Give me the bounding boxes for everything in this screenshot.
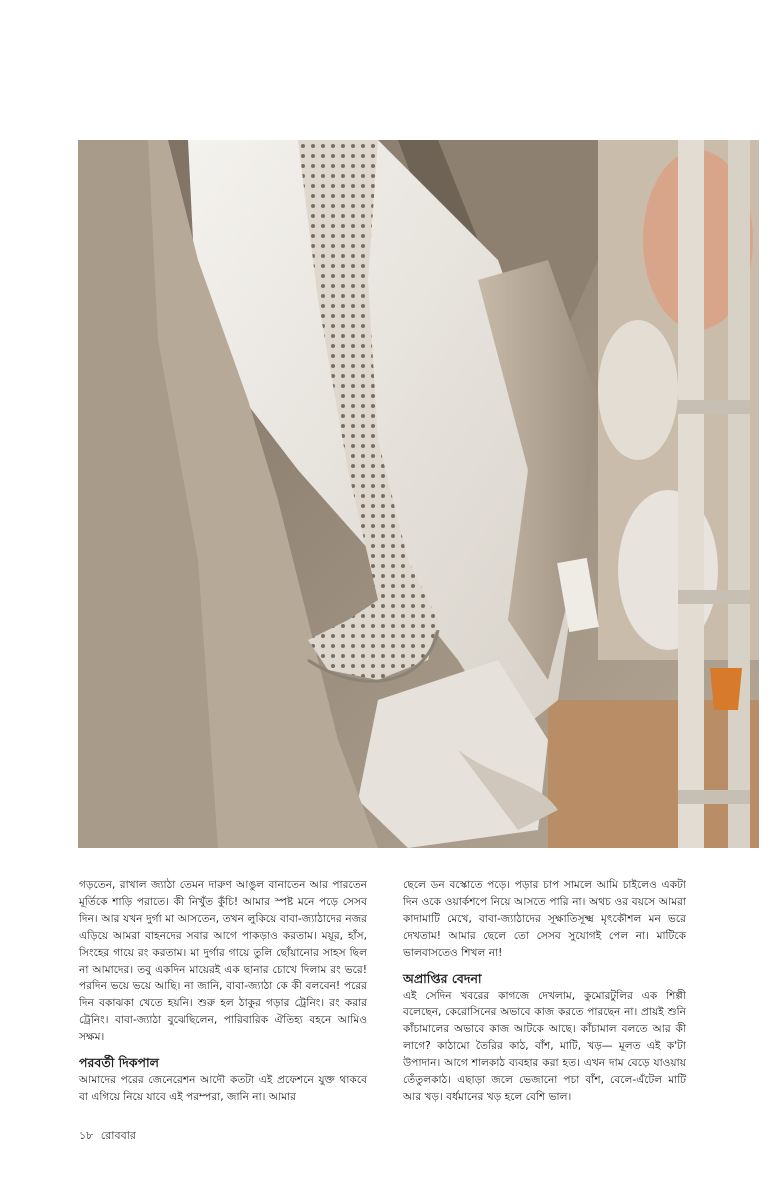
left-paragraph-1: গড়তেন, রাখাল জ্যাঠা তেমন দারুণ আঙুল বানাতেন আর পারতেন মূর্তিকে শাড়ি পরাতে। কী নিখুঁত কুঁচি! আমার স্পষ্ট মনে পড়ে সেসব দিন। আর যখন দুর্গা মা আসতেন, তখন লুকিয়ে বাবা-জ্যাঠাদের নজর এড়িয়ে আমরা বাহনদের সবার আগে পাকড়াও করতাম। ময়ূর, হাঁস, সিংহের গায়ে রং করতাম। মা দুর্গার গায়ে তুলি ছোঁয়ানোর সাহস ছিল না আমাদের। তবু একদিন মায়েরই এক ছানার চোখে দিলাম রং ভরে! পরদিন ভয়ে ভয়ে আছি। না জানি, বাবা-জ্যাঠা কে কী বলবেন! পরের দিন বকাঝকা খেতে হয়নি। শুরু হল ঠাকুর গড়ার ট্রেনিং। রং করার ট্রেনিং। বাবা-জ্যাঠা বুঝেছিলেন, পারিবারিক ঐতিহ্য বহনে আমিও সক্ষম। <box>79 879 367 1044</box>
left-subheading: পরবর্তী দিকপাল <box>79 1055 159 1071</box>
right-paragraph-1: ছেলে ডন বস্কোতে পড়ে। পড়ার চাপ সামলে আমি চাইলেও একটা দিন ওকে ওয়ার্কশপে নিয়ে আসতে পারি না। অথচ ওর বয়সে আমরা কাদামাটি মেখে, বাবা-জ্যাঠাদের সূক্ষাতিসূক্ষ্ম মৃৎকৌশল মন ভরে দেখতাম! আমার ছেলে তো সেসব সুযোগই পেল না। মাটিকে ভালবাসতেও শিখল না! <box>403 879 686 959</box>
page-number: ১৮ <box>79 1129 94 1142</box>
clay-idol-workshop-illustration <box>78 140 759 848</box>
publication-name: রোববার <box>100 1129 136 1142</box>
right-paragraph-2: এই সেদিন খবরের কাগজে দেখলাম, কুমোরটুলির এক শিল্পী বলেছেন, কেরোসিনের অভাবে কাজ করতে পারছেন না। প্রায়ই শুনি কাঁচামালের অভাবে কাজ আটকে আছে। কাঁচামাল বলতে আর কী লাগে? কাঠামো তৈরির কাঠ, বাঁশ, মাটি, খড়— মূলত এই ক'টা উপাদান। আগে শালকাঠ ব্যবহার করা হত। এখন দাম বেড়ে যাওয়ায় তেঁতুলকাঠ। এছাড়া জলে ভেজানো পচা বাঁশ, বেলে-এঁটেল মাটি আর খড়। বর্ধমানের খড় হলে বেশি ভাল। <box>403 989 686 1103</box>
left-paragraph-2: আমাদের পরের জেনেরেশন আদৌ কতটা এই প্রফেশনে যুক্ত থাকবে বা এগিয়ে নিয়ে যাবে এই পরম্পরা, জানি না। আমার <box>79 1074 367 1103</box>
page-footer <box>79 1127 140 1146</box>
article-left-column <box>79 877 367 1106</box>
article-right-column <box>403 877 686 1106</box>
clay-idol-photo <box>78 140 759 848</box>
right-subheading: অপ্রাপ্তির বেদনা <box>403 970 482 986</box>
